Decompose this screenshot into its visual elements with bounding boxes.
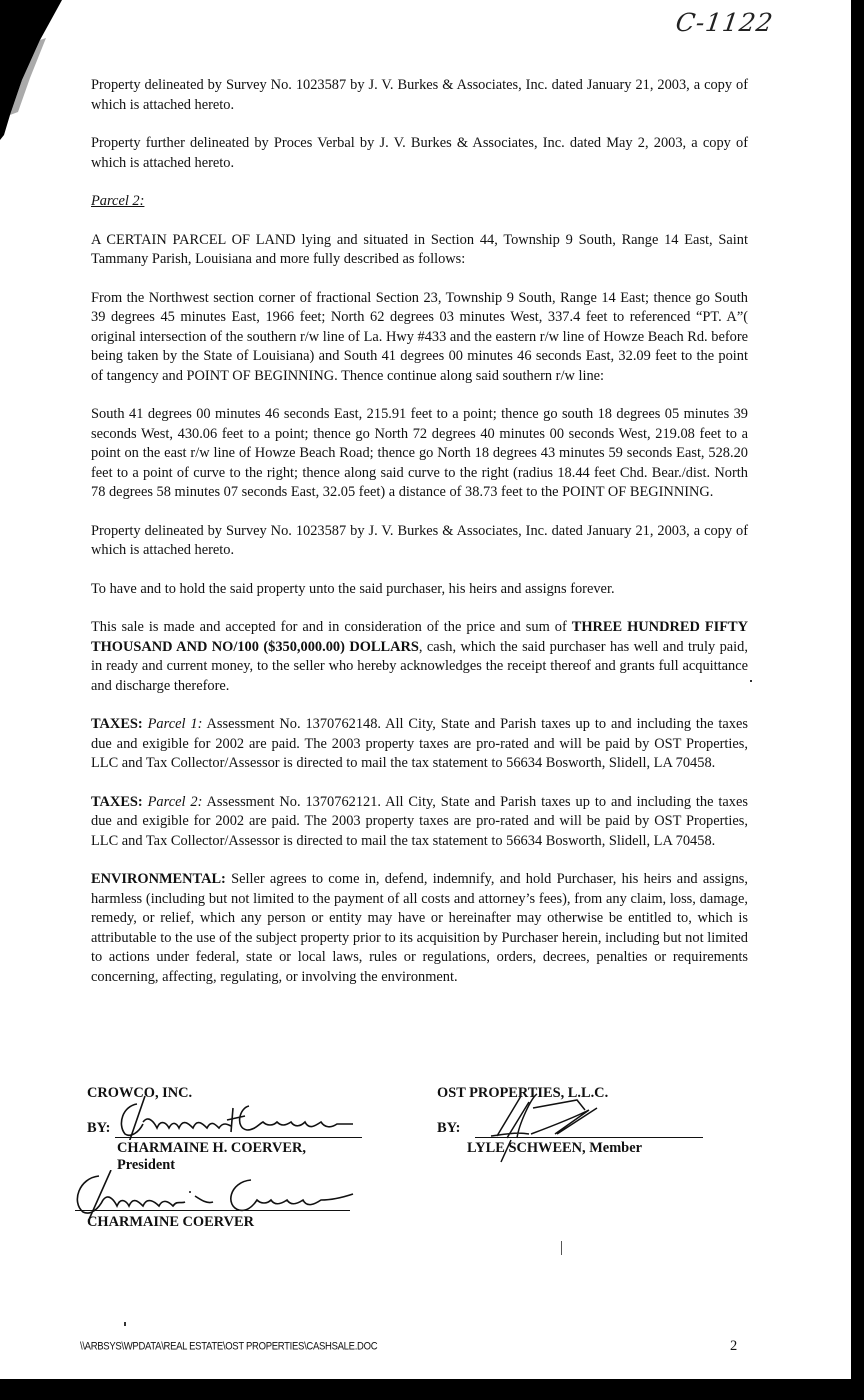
paragraph-habendum: To have and to hold the said property unto the said purchaser, his heirs and assigns forever. [91, 580, 615, 597]
handwritten-file-number: C-1122 [673, 8, 776, 37]
footer-file-path: \\ARBSYS\WPDATA\REAL ESTATE\OST PROPERTIES\CASHSALE.DOC [80, 1340, 378, 1353]
seller-signature-block [87, 1085, 407, 1231]
buyer-signer-name: LYLE SCHWEEN, Member [467, 1140, 642, 1156]
stray-scan-dot [124, 1322, 126, 1326]
paragraph-survey-parcel2: Property delineated by Survey No. 1023587 by J. V. Burkes & Associates, Inc. dated January 21, 2003, a copy of which is attached hereto. [91, 522, 748, 558]
parcel-2-heading: Parcel 2: [91, 193, 145, 209]
seller-signer-name: CHARMAINE H. COERVER, [117, 1140, 306, 1156]
paragraph-taxes-parcel1: TAXES: Parcel 1: Assessment No. 1370762148. All City, State and Parish taxes up to and including the taxes due and exigible for 2002 are paid. The 2003 property taxes are pro-rated and will be paid by OST Properties, LLC and Tax Collector/Assessor is directed to mail the tax statement to 56634 Bosworth, Slidell, LA 70458. [91, 716, 748, 771]
paragraph-environmental: ENVIRONMENTAL: Seller agrees to come in, defend, indemnify, and hold Purchaser, his heirs and assigns, harmless (including but not limited to the payment of all costs and attorney’s fees), from any claim, loss, damage, remedy, or relief, which any person or entity may have or hereinafter may otherwise be entitled to, which is attributable to the use of the subject property prior to its acquisition by Purchaser herein, including but not limited to actions under federal, state or local laws, rules or regulations, orders, decrees, penalties or requirements concerning, affecting, regulating, or involving the environment. [91, 871, 748, 985]
paragraph-survey-parcel1: Property delineated by Survey No. 1023587 by J. V. Burkes & Associates, Inc. dated January 21, 2003, a copy of which is attached hereto. [91, 77, 748, 113]
buyer-signature-block [437, 1085, 737, 1157]
page-number: 2 [730, 1338, 738, 1354]
individual-signer-name: CHARMAINE COERVER [87, 1214, 254, 1230]
seller-signature [115, 1094, 375, 1140]
seller-company: CROWCO, INC. [87, 1085, 193, 1101]
stray-scan-mark [561, 1241, 562, 1255]
paragraph-taxes-parcel2: TAXES: Parcel 2: Assessment No. 1370762121. All City, State and Parish taxes up to and including the taxes due and exigible for 2002 are paid. The 2003 property taxes are pro-rated and will be paid by OST Properties, LLC and Tax Collector/Assessor is directed to mail the tax statement to 56634 Bosworth, Slidell, LA 70458. [91, 793, 748, 849]
stray-scan-dot [750, 680, 752, 682]
document-body [91, 76, 748, 1006]
buyer-company: OST PROPERTIES, L.L.C. [437, 1085, 609, 1101]
paragraph-parcel2-boundary: South 41 degrees 00 minutes 46 seconds East, 215.91 feet to a point; thence go south 18 degrees 05 minutes 39 seconds West, 430.06 feet to a point; thence go North 72 degrees 40 minutes 00 seconds West, 219.08 feet to a point on the east r/w line of Howze Beach Road; thence go North 18 degrees 43 minutes 59 seconds East, 528.20 feet to a point of curve to the right; thence along said curve to the right (radius 18.44 feet Chd. Bear./dist. North 78 degrees 58 minutes 07 seconds East, 32.05 feet) a distance of 38.73 feet to the POINT OF BEGINNING. [91, 406, 748, 500]
paragraph-parcel2-intro: A CERTAIN PARCEL OF LAND lying and situated in Section 44, Township 9 South, Range 14 East, Saint Tammany Parish, Louisiana and more fully described as follows: [91, 231, 748, 267]
buyer-by-label: BY: [437, 1120, 461, 1136]
buyer-signature [477, 1088, 617, 1164]
seller-by-label: BY: [87, 1120, 111, 1136]
paragraph-consideration: This sale is made and accepted for and in consideration of the price and sum of THREE HUNDRED FIFTY THOUSAND AND NO/100 ($350,000.00) DOLLARS, cash, which the said purchaser has well and truly paid, in ready and current money, to the seller who hereby acknowledges the receipt thereof and grants full acquittance and discharge therefore. [91, 619, 748, 694]
seller-signer-title: President [117, 1157, 176, 1173]
scan-corner-shadow [0, 0, 70, 140]
individual-signature [69, 1170, 359, 1218]
sale-price: THREE HUNDRED FIFTY THOUSAND AND NO/100 ($350,000.00) DOLLARS [91, 619, 748, 655]
paragraph-proces-verbal: Property further delineated by Proces Verbal by J. V. Burkes & Associates, Inc. dated May 2, 2003, a copy of which is attached hereto. [91, 135, 748, 171]
paragraph-parcel2-commencement: From the Northwest section corner of fractional Section 23, Township 9 South, Range 14 East; thence go South 39 degrees 45 minutes East, 1966 feet; North 62 degrees 03 minutes West, 337.4 feet to referenced “PT. A”( original intersection of the southern r/w line of La. Hwy #433 and the eastern r/w line of Howze Beach Rd. before being taken by the State of Louisiana) and South 41 degrees 00 minutes 46 seconds East, 32.09 feet to the point of tangency and POINT OF BEGINNING. Thence continue along said southern r/w line: [91, 289, 748, 384]
